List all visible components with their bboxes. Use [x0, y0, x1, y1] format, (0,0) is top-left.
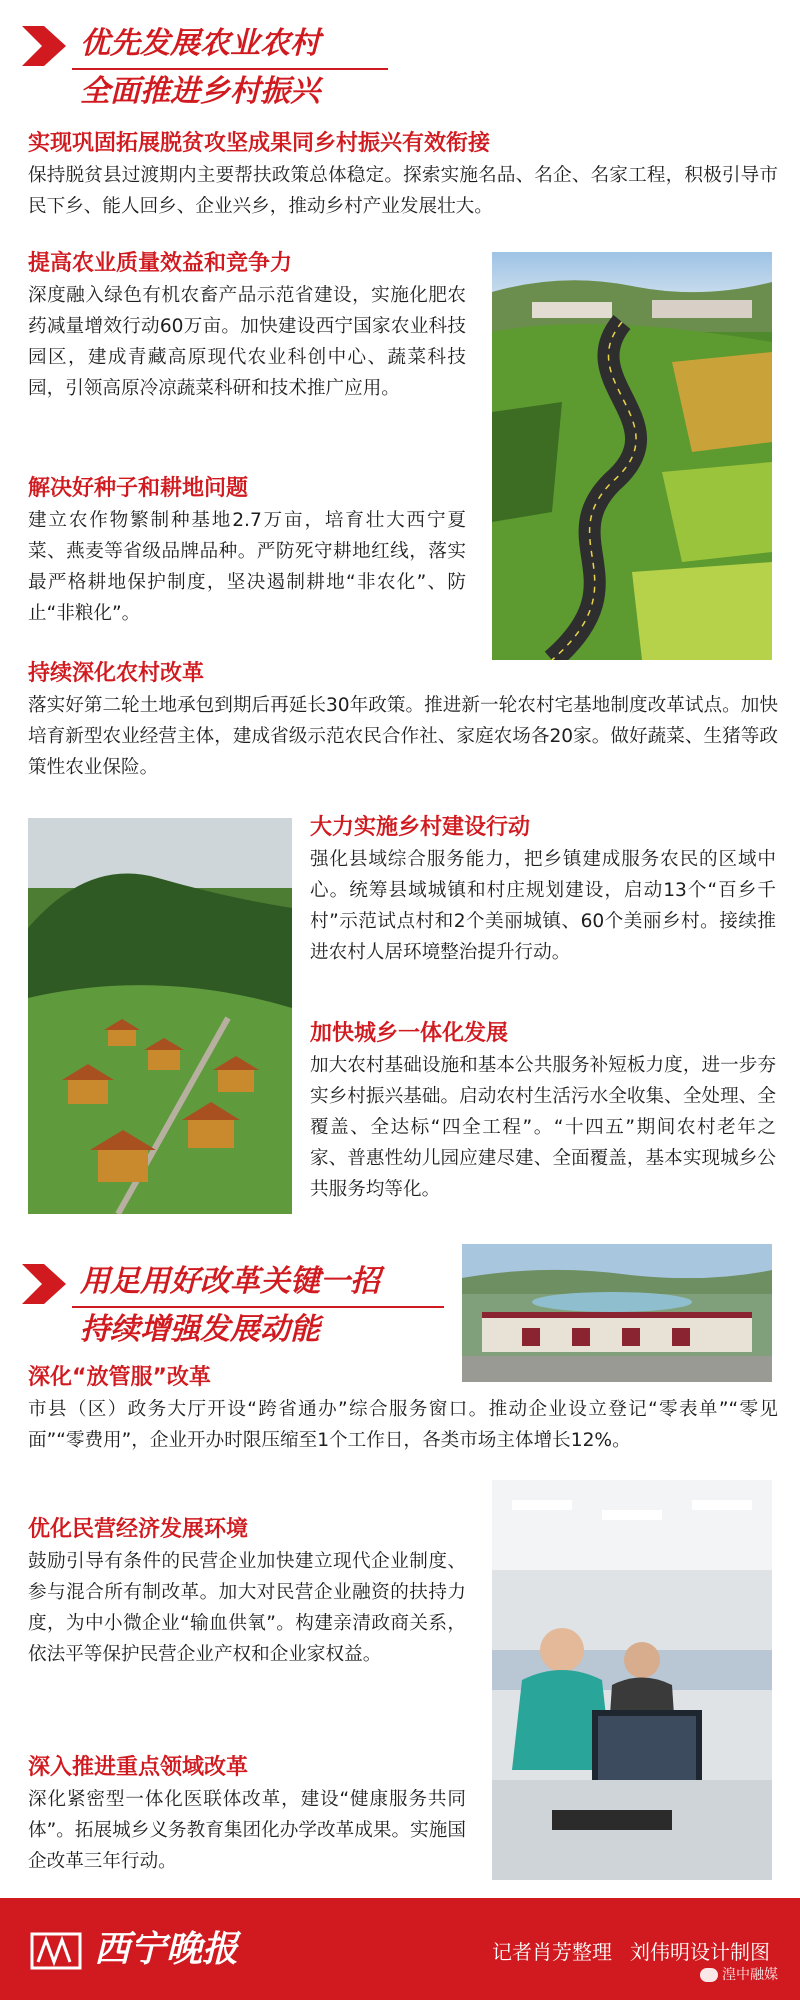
credits: [492, 1938, 770, 1966]
chevron-right-icon: [22, 26, 66, 66]
banner-title-line1: 用足用好改革关键一招: [80, 1264, 380, 1299]
chevron-right-icon: [22, 1264, 66, 1304]
credit-designer: 刘伟明设计制图: [630, 1940, 770, 1964]
section-title: 深入推进重点领域改革: [28, 1755, 249, 1780]
section-title: 持续深化农村改革: [28, 661, 205, 686]
section-body: 鼓励引导有条件的民营企业加快建立现代企业制度、参与混合所有制改革。加大对民营企业融资的扶持力度，为中小微企业“输血供氧”。构建亲清政商关系，依法平等保护民营企业产权和企业家权益。: [28, 1551, 466, 1665]
banner-rule: [72, 68, 388, 70]
section-title: 深化“放管服”改革: [28, 1365, 211, 1390]
section-title: 实现巩固拓展脱贫攻坚成果同乡村振兴有效衔接: [28, 131, 491, 156]
photo-government-complex: [462, 1244, 772, 1382]
banner-title-line2: 持续增强发展动能: [80, 1312, 320, 1347]
footer-bar: [0, 1898, 800, 2000]
section-body: 保持脱贫县过渡期内主要帮扶政策总体稳定。探索实施名品、名企、名家工程，积极引导市民下乡、能人回乡、企业兴乡，推动乡村产业发展壮大。: [28, 165, 778, 217]
section-title: 加快城乡一体化发展: [310, 1021, 509, 1046]
banner-title-line2: 全面推进乡村振兴: [80, 74, 320, 109]
newspaper-logo-icon: [30, 1928, 82, 1972]
section-banner-rural: [22, 22, 462, 118]
section-body: 加大农村基础设施和基本公共服务补短板力度，进一步夯实乡村振兴基础。启动农村生活污水全收集、全处理、全覆盖、全达标“四全工程”。“十四五”期间农村老年之家、普惠性幼儿园应建尽建、全面覆盖，基本实现城乡公共服务均等化。: [310, 1055, 776, 1200]
section-body: 建立农作物繁制种基地2.7万亩，培育壮大西宁夏菜、燕麦等省级品牌品种。严防死守耕地红线，落实最严格耕地保护制度，坚决遏制耕地“非农化”、防止“非粮化”。: [28, 510, 466, 624]
section-body: 市县（区）政务大厅开设“跨省通办”综合服务窗口。推动企业设立登记“零表单”“零见面”“零费用”，企业开办时限压缩至1个工作日，各类市场主体增长12%。: [28, 1399, 778, 1451]
section-body: 深度融入绿色有机农畜产品示范省建设，实施化肥农药减量增效行动60万亩。加快建设西宁国家农业科技园区，建成青藏高原现代农业科创中心、蔬菜科技园，引领高原冷凉蔬菜科研和技术推广应用。: [28, 285, 466, 399]
photo-winding-road: [492, 252, 772, 660]
credit-reporter: 记者肖芳整理: [492, 1940, 612, 1964]
section-body: 深化紧密型一体化医联体改革，建设“健康服务共同体”。拓展城乡义务教育集团化办学改革成果。实施国企改革三年行动。: [28, 1789, 466, 1872]
section-title: 大力实施乡村建设行动: [310, 815, 531, 840]
section-title: 提高农业质量效益和竞争力: [28, 251, 293, 276]
newspaper-logo-text: 西宁晚报: [94, 1928, 239, 1970]
watermark: [700, 1964, 778, 1984]
wechat-icon: [700, 1968, 718, 1982]
section-body: 落实好第二轮土地承包到期后再延长30年政策。推进新一轮农村宅基地制度改革试点。加快培育新型农业经营主体，建成省级示范农民合作社、家庭农场各20家。做好蔬菜、生猪等政策性农业保险。: [28, 695, 778, 778]
section-body: 强化县域综合服务能力，把乡镇建成服务农民的区域中心。统筹县域城镇和村庄规划建设，启动13个“百乡千村”示范试点村和2个美丽城镇、60个美丽乡村。接续推进农村人居环境整治提升行动。: [310, 849, 776, 963]
section-title: 优化民营经济发展环境: [28, 1517, 249, 1542]
photo-village-cabins: [28, 818, 292, 1214]
banner-title-line1: 优先发展农业农村: [80, 26, 320, 61]
section-title: 解决好种子和耕地问题: [28, 476, 249, 501]
watermark-text: 湟中融媒: [722, 1967, 778, 1983]
photo-service-hall: [492, 1480, 772, 1880]
section-banner-reform: [22, 1260, 462, 1356]
banner-rule: [72, 1306, 444, 1308]
